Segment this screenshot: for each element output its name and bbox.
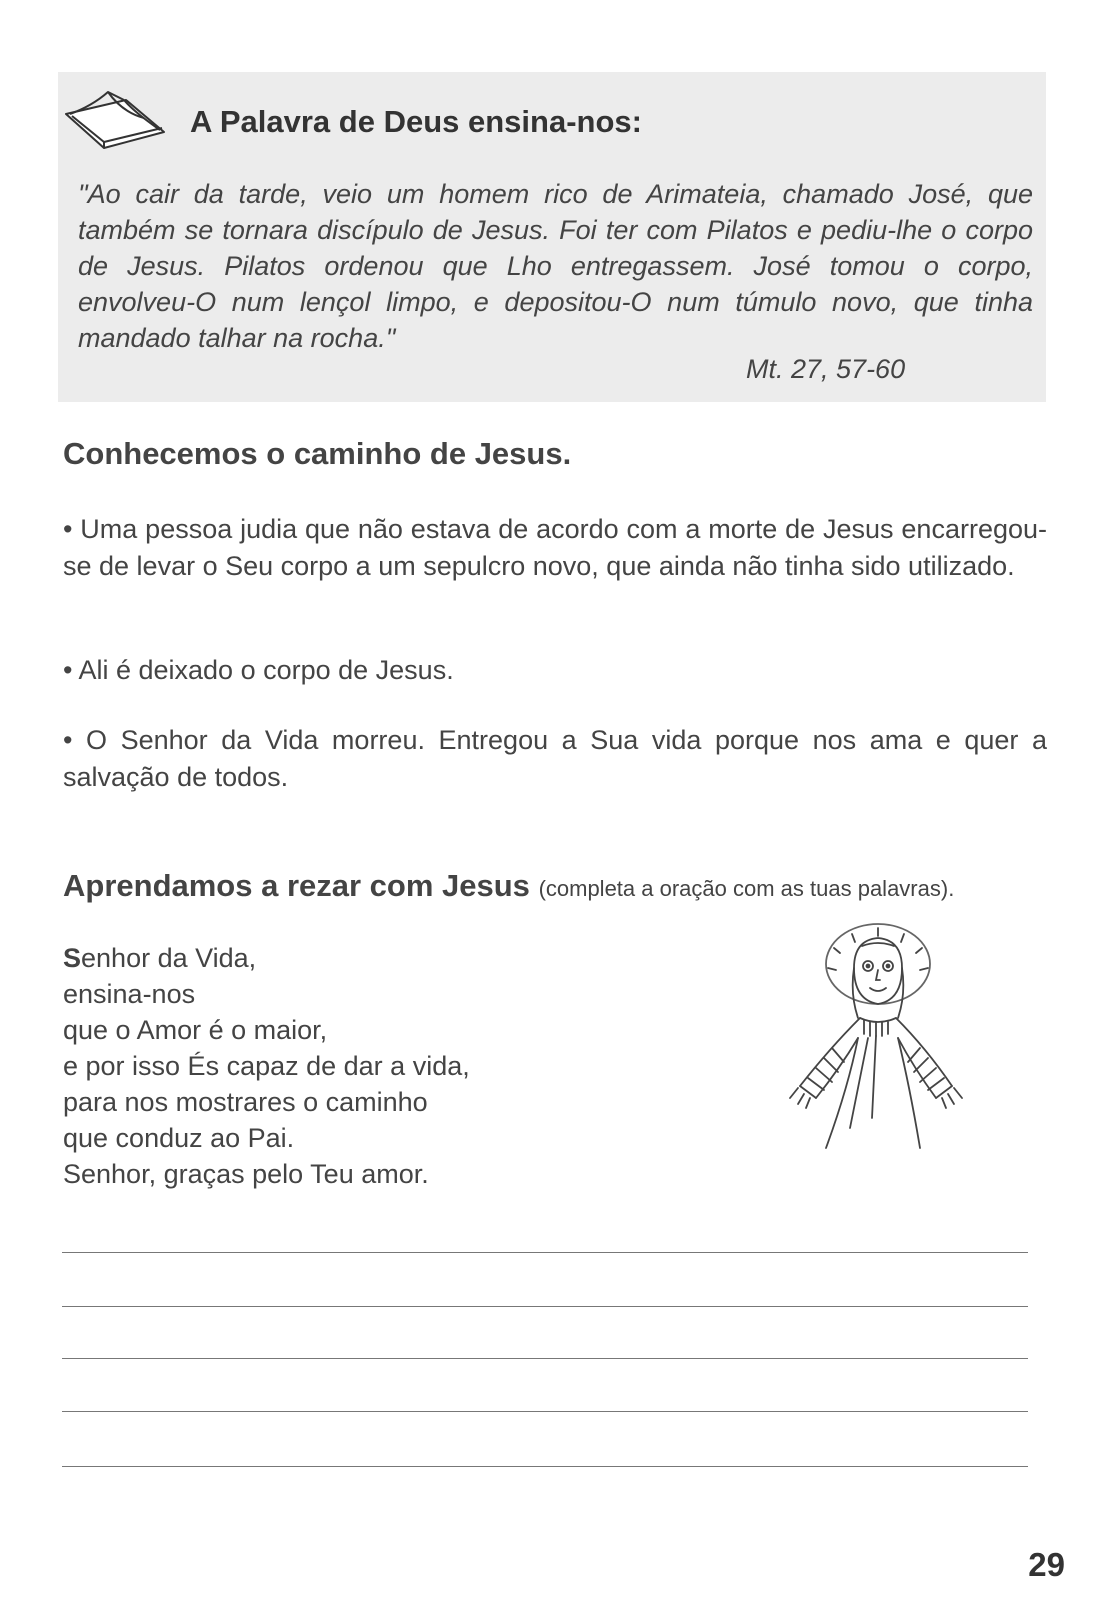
prayer-line: ensina-nos (63, 979, 196, 1009)
scripture-heading: A Palavra de Deus ensina-nos: (190, 104, 642, 139)
scripture-reference: Mt. 27, 57-60 (746, 354, 906, 384)
bullet-item: • Uma pessoa judia que não estava de acordo com a morte de Jesus encarregou-se de levar o Seu corpo a um sepulcro novo, que ainda não tinha sido utilizado. (63, 514, 1047, 581)
jesus-illustration (780, 918, 970, 1158)
section-heading-rezar-note: (completa a oração com as tuas palavras). (538, 876, 955, 901)
bullet-item: • Ali é deixado o corpo de Jesus. (63, 655, 454, 685)
prayer-first-line-rest: enhor da Vida, (81, 943, 257, 973)
prayer-line: Senhor, graças pelo Teu amor. (63, 1159, 429, 1189)
bullet-item: • O Senhor da Vida morreu. Entregou a Sua vida porque nos ama e quer a salvação de todos. (63, 725, 1047, 792)
prayer-line: que conduz ao Pai. (63, 1123, 295, 1153)
writing-line[interactable] (62, 1466, 1028, 1467)
open-book-icon (62, 86, 172, 158)
writing-line[interactable] (62, 1252, 1028, 1253)
prayer-line: para nos mostrares o caminho (63, 1087, 428, 1117)
section-heading-rezar (63, 868, 954, 904)
prayer-line: e por isso És capaz de dar a vida, (63, 1051, 470, 1081)
page-number: 29 (1028, 1546, 1065, 1583)
prayer-line: que o Amor é o maior, (63, 1015, 328, 1045)
prayer-text (63, 940, 470, 1192)
writing-line[interactable] (62, 1358, 1028, 1359)
writing-line[interactable] (62, 1411, 1028, 1412)
scripture-quote: "Ao cair da tarde, veio um homem rico de Arimateia, chamado José, que também se tornara discípulo de Jesus. Foi ter com Pilatos e pediu-lhe o corpo de Jesus. Pilatos ordenou que Lho entregassem. José tomou o corpo, envolveu-O num lençol limpo, e depositou-O num túmulo novo, que tinha mandado talhar na rocha." (78, 179, 1033, 353)
writing-line[interactable] (62, 1306, 1028, 1307)
section-heading-caminho: Conhecemos o caminho de Jesus. (63, 436, 572, 471)
prayer-line (63, 940, 470, 976)
section-heading-rezar-title: Aprendamos a rezar com Jesus (63, 868, 530, 903)
prayer-first-letter: S (63, 943, 82, 973)
